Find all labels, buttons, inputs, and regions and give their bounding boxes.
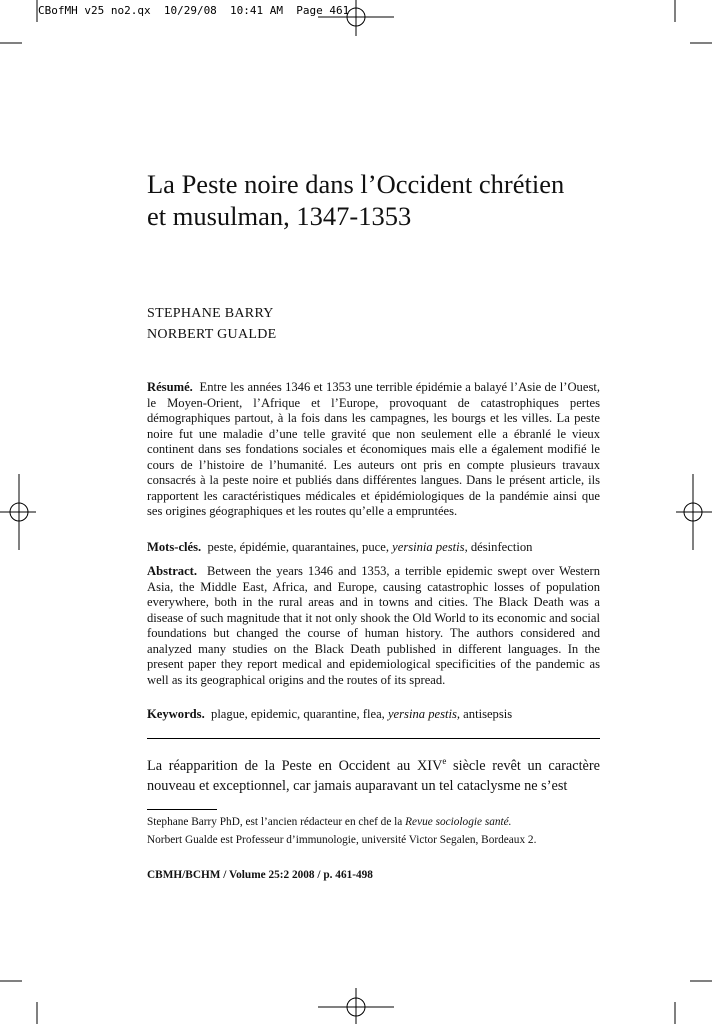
author-name: NORBERT GUALDE — [147, 327, 277, 342]
printer-slug-line: CBofMH v25 no2.qx 10/29/08 10:41 AM Page 461 — [38, 4, 350, 17]
article-title — [147, 168, 617, 232]
registration-mark-top — [318, 0, 394, 36]
footnote-gualde: Norbert Gualde est Professeur d’immunologie, université Victor Segalen, Bordeaux 2. — [147, 833, 537, 846]
keywords-italic: yersina pestis, — [387, 707, 461, 721]
body-text-start: La réapparition de la Peste en Occident au XIV — [147, 758, 443, 774]
mots-cles-text-end: , désinfection — [464, 540, 533, 554]
section-divider — [147, 738, 600, 739]
abstract-label: Abstract. — [147, 564, 198, 578]
abstract-paragraph — [147, 564, 600, 688]
journal-citation: CBMH/BCHM / Volume 25:2 2008 / p. 461-498 — [147, 869, 373, 881]
footnotes — [147, 814, 617, 849]
registration-mark-left — [0, 474, 36, 550]
registration-mark-right — [676, 474, 712, 550]
journal-name-italic: Revue sociologie santé. — [405, 816, 512, 828]
mots-cles-paragraph — [147, 540, 600, 556]
resume-label: Résumé. — [147, 380, 193, 394]
registration-mark-bottom — [318, 988, 394, 1024]
mots-cles-italic: yersinia pestis — [392, 540, 465, 554]
body-text-rest: siècle revêt un caractère nouveau et exceptionnel, car jamais auparavant un tel cataclysme ne s’est — [147, 758, 600, 794]
title-line-1: La Peste noire dans l’Occident chrétien — [147, 169, 565, 199]
author-name: STEPHANE BARRY — [147, 306, 274, 321]
keywords-paragraph — [147, 707, 600, 723]
resume-paragraph — [147, 380, 600, 520]
keywords-text: plague, epidemic, quarantine, flea, — [211, 707, 385, 721]
keywords-text-end: antisepsis — [460, 707, 513, 721]
footnote-barry — [147, 814, 617, 832]
century-superscript: e — [442, 756, 447, 767]
keywords-label: Keywords. — [147, 707, 205, 721]
resume-text: Entre les années 1346 et 1353 une terrible épidémie a balayé l’Asie de l’Ouest, le Moyen-Orient, l’Afrique et l’Europe, provoquant de catastrophiques pertes démographiques partout, à la fois dans les campagnes, les bourgs et les villes. La peste noire fut une maladie d’une telle gravité que non seulement elle a ébranlé le vieux continent dans ses fondations sociales et économiques mais elle a également modifié le cours de l’histoire de l’humanité. Les auteurs ont pris en compte plusieurs travaux consacrés à la peste noire et publiés dans différentes langues. Dans le présent article, ils rapportent les caractéristiques médicales et épidémiologiques de la pandémie ainsi que ses origines géographiques et les routes qu’elle a empruntées. — [147, 380, 600, 518]
author-list — [147, 303, 277, 345]
mots-cles-text: peste, épidémie, quarantaines, puce, — [207, 540, 389, 554]
footnote-barry-text: Stephane Barry PhD, est l’ancien rédacteur en chef de la — [147, 816, 403, 828]
footnote-divider — [147, 809, 217, 810]
mots-cles-label: Mots-clés. — [147, 540, 202, 554]
abstract-text: Between the years 1346 and 1353, a terrible epidemic swept over Western Asia, the Middle East, Africa, and Europe, causing catastrophic losses of population everywhere, both in the rural areas and in towns and cities. The Black Death was a disease of such magnitude that it not only shook the Old World to its economic and social foundations but changed the course of human history. The authors considered and analyzed many studies on the Black Death published in different languages. In the present paper they report medical and epidemiological specificities of the pandemic as well as its geographical origins and the routes of its spread. — [147, 564, 600, 687]
title-line-2: et musulman, 1347-1353 — [147, 201, 412, 231]
body-paragraph — [147, 756, 600, 796]
